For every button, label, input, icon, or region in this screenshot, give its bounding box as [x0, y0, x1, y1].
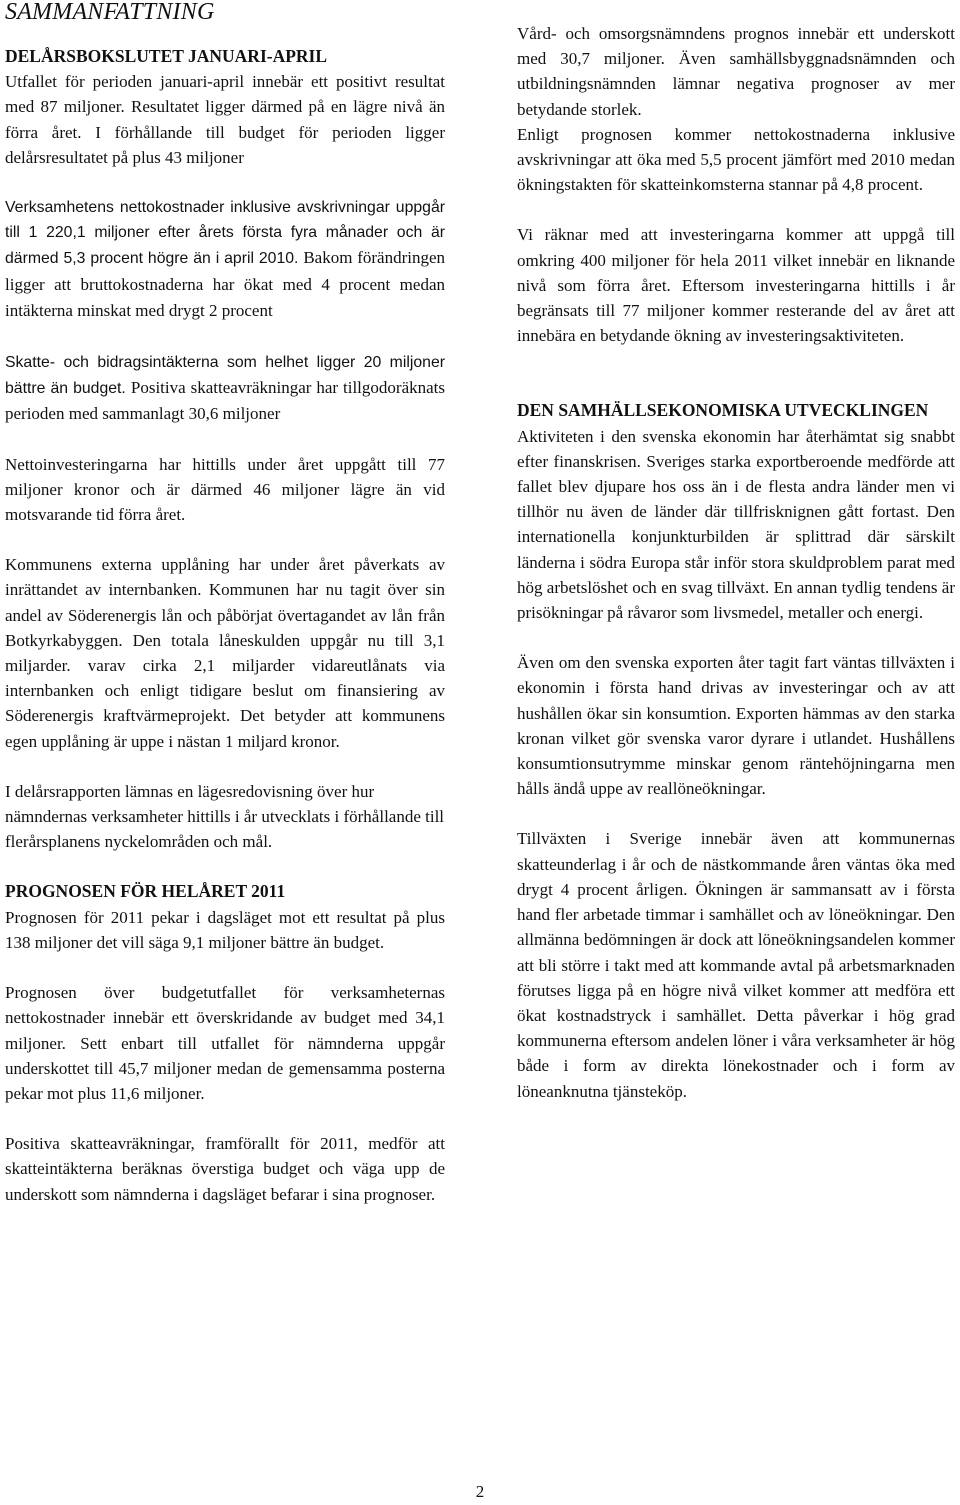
paragraph-exporten: Även om den svenska exporten åter tagit fart väntas tillväxten i ekonomin i första hand drivas av investeringar och av att hushållen ökar sin konsumtion. Exporten hämmas av den starka kronan vilket gör svenska varor dyrare i utlandet. Hushållens konsumtionsutrymme minskar genom räntehöjningarna men hålls ändå uppe av reallöneökningar.	[517, 653, 955, 799]
paragraph-prognos-budgetutfall: Prognosen över budgetutfallet för verksamheternas nettokostnader innebär ett överskridande av budget med 34,1 miljoner. Sett enbart till utfallet för nämnderna uppgår underskottet till 45,7 miljoner medan de gemensamma posterna pekar mot plus 11,6 miljoner.	[5, 983, 445, 1103]
paragraph-tillvaxten: Tillväxten i Sverige innebär även att kommunernas skatteunderlag i år och de nästkommande åren väntas öka med drygt 4 procent årligen. Ökningen är sammansatt av i första hand fler arbetade timmar i samhället och av löneökningar. Den allmänna bedömningen är dock att löneökningsandelen kommer att bli större i takt med att kommande avtal på arbetsmarknaden förutses ligga på en högre nivå vilket kommer att medföra ett ökat kostnadstryck i samhället. Detta påverkar i hög grad kommunerna eftersom andelen löner i våra verksamheter är hög både i form av direkta lönekostnader och i form av löneanknutna tjänsteköp.	[517, 829, 955, 1101]
page-number: 2	[475, 1482, 485, 1501]
paragraph-nettokostnad-prognos: Enligt prognosen kommer nettokostnaderna inklusive avskrivningar att öka med 5,5 procent jämfört med 2010 medan ökningstakten för skatteinkomsterna stannar på 4,8 procent.	[517, 124, 955, 195]
paragraph-prognos-skatteavrakningar: Positiva skatteavräkningar, framförallt för 2011, medför att skatteintäkterna beräknas överstiga budget och väga upp de underskott som nämnderna i dagsläget befarar i sina prognoser.	[5, 1134, 445, 1204]
paragraph-skatteintakter-b: Positiva skatteavräkningar har tillgodoräknats perioden med sammanlagt 30,6 miljoner	[5, 378, 445, 424]
section-heading-prognos: PROGNOSEN FÖR HELÅRET 2011	[5, 881, 286, 902]
paragraph-nettokostnader	[5, 195, 445, 324]
paragraph-prognos-resultat: Prognosen för 2011 pekar i dagsläget mot ett resultat på plus 138 miljoner det vill säga 9,1 miljoner bättre än budget.	[5, 907, 445, 952]
paragraph-ekonomin: Aktiviteten i den svenska ekonomin har återhämtat sig snabbt efter finanskrisen. Sveriges starka exportberoende medförde att fallet blev djupare hos oss än i de flesta andra länder men vi tillhör nu även de länder där tillfrisknignen gått fortast. Den internationella konjunkturbilden är splittrad där särskilt länderna i södra Europa står inför stora skuldproblem parat med hög arbetslöshet och en svag tillväxt. En annan tydlig tendens är prisökningar på råvaror som livsmedel, metaller och energi.	[517, 426, 955, 623]
paragraph-skatteintakter-a: Skatte- och bidragsintäkterna som helhet ligger 20 miljoner bättre än budget.	[5, 354, 445, 398]
paragraph-skatteintakter	[5, 349, 445, 427]
section-heading-samhallsekonomi: DEN SAMHÄLLSEKONOMISKA UTVECKLINGEN	[517, 400, 929, 421]
paragraph-resultat-a: Utfallet för perioden januari-april innebär ett positivt resultat med 87 miljoner. Resultatet ligger därmed på en lägre nivå än förra året.	[5, 72, 445, 142]
section-heading-delarsbokslut: DELÅRSBOKSLUTET JANUARI-APRIL	[5, 46, 328, 66]
paragraph-resultat-b: I förhållande till budget för perioden ligger delårsresultatet på plus 43 miljoner	[5, 122, 445, 167]
paragraph-nettokostnader-a: Verksamhetens nettokostnader inklusive avskrivningar uppgår till 1 220,1 miljoner efter årets första fyra månader och är därmed 5,3 procent högre än i april 2010.	[5, 199, 445, 268]
paragraph-vard-omsorg: Vård- och omsorgsnämndens prognos innebär ett underskott med 30,7 miljoner. Även samhällsbyggnadsnämnden och utbildningsnämnden lämnar negativa prognoser av mer betydande storlek.	[517, 24, 955, 119]
paragraph-nettokostnader-b: Bakom förändringen ligger att bruttokostnaderna har ökat med 4 procent medan intäkterna minskat med drygt 2 procent	[5, 248, 446, 320]
paragraph-investeringar: Vi räknar med att investeringarna kommer att uppgå till omkring 400 miljoner för hela 2011 vilket innebär en liknande nivå som förra året. Eftersom investeringarna hittills i år begränsats till 77 miljoner kommer resterande del av året att innebära en betydande ökning av investeringsaktiviteten.	[517, 225, 955, 346]
paragraph-upplaning: Kommunens externa upplåning har under året påverkats av inrättandet av internbanken. Kommunen har nu tagit över sin andel av Söderenergis lån och påbörjat övertagandet av lån från Botkyrkabyggen. Den totala låneskulden uppgår nu till 3,1 miljarder. varav cirka 2,1 miljarder vidareutlånats via internbanken och enligt tidigare beslut om finansiering av Söderenergis kraftvärmeprojekt. Det betyder att kommunens egen upplåning är uppe i nästan 1 miljard kronor.	[5, 555, 445, 751]
paragraph-lagesredovisning: I delårsrapporten lämnas en lägesredovisning över hur nämndernas verksamheter hittills i år utvecklats i förhållande till flerårsplanens nyckelområden och mål.	[5, 781, 445, 852]
right-column	[517, 21, 955, 1104]
page-title: SAMMANFATTNING	[5, 0, 215, 25]
paragraph-resultat	[5, 69, 445, 170]
left-column	[5, 0, 445, 1207]
paragraph-nettoinvesteringar: Nettoinvesteringarna har hittills under året uppgått till 77 miljoner kronor och är därmed 46 miljoner lägre än vid motsvarande tid förra året.	[5, 454, 445, 525]
